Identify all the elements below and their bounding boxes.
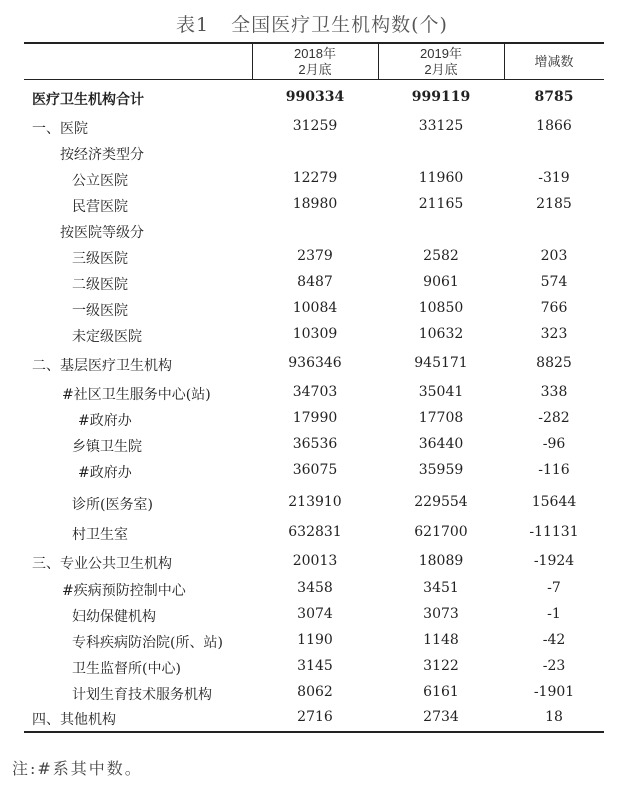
row-label: #疾病预防控制中心 [62, 583, 186, 599]
table-row [24, 681, 604, 705]
table-caption: 全国医疗卫生机构数(个) [231, 14, 448, 36]
value-2018: 18980 [292, 196, 338, 212]
value-2018: 36075 [292, 462, 338, 478]
value-change: -1901 [533, 684, 575, 700]
value-2018: 936346 [288, 355, 342, 371]
table-row [24, 245, 604, 269]
value-change: 2185 [536, 196, 572, 212]
column-header-2019 [378, 44, 504, 79]
value-change: -7 [547, 580, 561, 596]
header-rule [24, 79, 604, 80]
column-header-2018 [252, 44, 378, 79]
row-label: #政府办 [78, 413, 132, 429]
value-change: 203 [540, 248, 568, 264]
column-header-line: 2月底 [298, 61, 332, 77]
row-label: 医疗卫生机构合计 [32, 92, 144, 108]
value-2018: 213910 [288, 494, 342, 510]
table-row [24, 629, 604, 653]
table-row [24, 381, 604, 405]
value-2019: 36440 [418, 436, 464, 452]
value-2018: 2716 [297, 709, 333, 725]
value-change: 15644 [531, 494, 577, 510]
column-header-line: 2018年 [294, 45, 336, 61]
row-label: 三级医院 [72, 251, 128, 267]
value-change: 8825 [536, 355, 572, 371]
row-label: 按经济类型分 [60, 147, 144, 163]
value-2019: 17708 [418, 410, 464, 426]
row-label: 乡镇卫生院 [72, 439, 142, 455]
value-2019: 621700 [414, 524, 468, 540]
value-2018: 8062 [297, 684, 333, 700]
value-2018: 8487 [297, 274, 333, 290]
value-change: 323 [540, 326, 568, 342]
value-change: -1 [547, 606, 561, 622]
value-2019: 11960 [418, 170, 464, 186]
table-row [24, 219, 604, 243]
row-label: 村卫生室 [72, 527, 128, 543]
table-row [24, 167, 604, 191]
value-change: -282 [538, 410, 570, 426]
value-2019: 229554 [414, 494, 468, 510]
value-2019: 35959 [418, 462, 464, 478]
table-row [24, 141, 604, 165]
row-label: 一、医院 [32, 121, 88, 137]
value-2018: 10084 [292, 300, 338, 316]
row-label: 一级医院 [72, 303, 128, 319]
value-2019: 35041 [418, 384, 464, 400]
value-2019: 3451 [423, 580, 459, 596]
table-row [24, 297, 604, 321]
table-row [24, 352, 604, 376]
column-header-line: 增减数 [534, 53, 574, 69]
value-change: -23 [542, 658, 566, 674]
value-2019: 3073 [423, 606, 459, 622]
value-2019: 10850 [418, 300, 464, 316]
value-change: -116 [538, 462, 570, 478]
value-change: -11131 [529, 524, 579, 540]
table-row [24, 577, 604, 601]
row-label: 三、专业公共卫生机构 [32, 556, 172, 572]
row-label: 按医院等级分 [60, 225, 144, 241]
column-header-line: 2月底 [424, 61, 458, 77]
column-header-change [504, 44, 604, 79]
value-2019: 18089 [418, 553, 464, 569]
row-label: 专科疾病防治院(所、站) [72, 635, 223, 651]
value-2019: 945171 [414, 355, 468, 371]
value-change: -96 [542, 436, 566, 452]
table-row [24, 115, 604, 139]
row-label: 诊所(医务室) [72, 497, 153, 513]
value-2019: 6161 [423, 684, 459, 700]
row-label: 妇幼保健机构 [72, 609, 156, 625]
value-change: 1866 [536, 118, 572, 134]
table-row [24, 407, 604, 431]
bottom-rule [24, 731, 604, 733]
row-label: #政府办 [78, 465, 132, 481]
value-change: 18 [545, 709, 563, 725]
table-number: 表1 [176, 14, 210, 36]
value-2018: 1190 [297, 632, 333, 648]
value-2018: 3458 [297, 580, 333, 596]
row-label: 未定级医院 [72, 329, 142, 345]
row-label: 二级医院 [72, 277, 128, 293]
value-2018: 12279 [292, 170, 338, 186]
row-label: 四、其他机构 [32, 712, 116, 728]
row-label: 民营医院 [72, 199, 128, 215]
row-label: 二、基层医疗卫生机构 [32, 358, 172, 374]
value-change: -319 [538, 170, 570, 186]
value-change: 766 [540, 300, 568, 316]
value-2018: 3145 [297, 658, 333, 674]
table-row [24, 323, 604, 347]
value-change: 338 [540, 384, 568, 400]
value-2018: 31259 [292, 118, 338, 134]
value-2018: 17990 [292, 410, 338, 426]
value-2019: 2582 [423, 248, 459, 264]
value-change: -42 [542, 632, 566, 648]
table-row [24, 459, 604, 483]
value-2018: 2379 [297, 248, 333, 264]
value-2018: 34703 [292, 384, 338, 400]
value-2019: 3122 [423, 658, 459, 674]
table-row [24, 655, 604, 679]
table-row [24, 521, 604, 545]
footnote: 注:#系其中数。 [12, 759, 143, 778]
row-label: 计划生育技术服务机构 [72, 687, 212, 703]
column-header-line: 2019年 [420, 45, 462, 61]
value-2018: 10309 [292, 326, 338, 342]
table-row [24, 193, 604, 217]
table-row [24, 550, 604, 574]
table-row [24, 271, 604, 295]
value-change: 574 [540, 274, 568, 290]
value-2018: 3074 [297, 606, 333, 622]
value-2019: 9061 [423, 274, 459, 290]
value-2018: 632831 [288, 524, 342, 540]
value-2019: 999119 [411, 89, 471, 105]
value-change: 8785 [534, 89, 574, 105]
value-2019: 1148 [423, 632, 459, 648]
table-row [24, 86, 604, 110]
table-row [24, 433, 604, 457]
value-2018: 20013 [292, 553, 338, 569]
value-2018: 36536 [292, 436, 338, 452]
table-row [24, 706, 604, 730]
table-title [0, 10, 624, 37]
value-2019: 33125 [418, 118, 464, 134]
row-label: 公立医院 [72, 173, 128, 189]
value-2019: 2734 [423, 709, 459, 725]
table-row [24, 491, 604, 515]
row-label: #社区卫生服务中心(站) [62, 387, 211, 403]
value-change: -1924 [533, 553, 575, 569]
table-row [24, 603, 604, 627]
row-label: 卫生监督所(中心) [72, 661, 181, 677]
value-2019: 21165 [418, 196, 464, 212]
value-2019: 10632 [418, 326, 464, 342]
value-2018: 990334 [285, 89, 345, 105]
